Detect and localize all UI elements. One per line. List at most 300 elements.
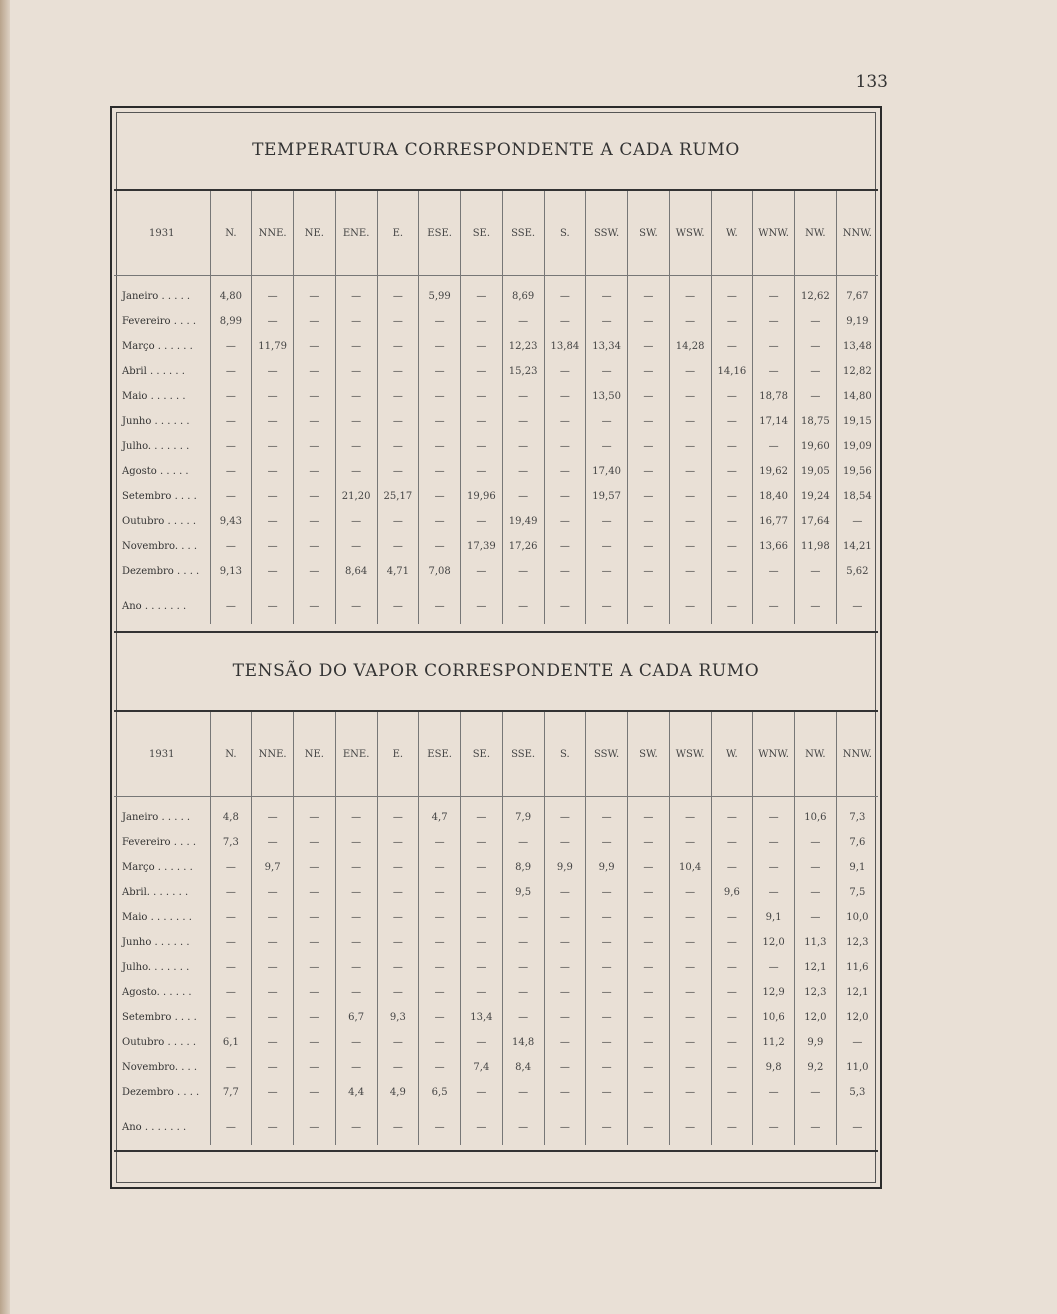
table-cell: — (461, 459, 503, 484)
month-label: Novembro. . . . (122, 541, 198, 552)
wind-direction-header: WSW. (669, 191, 711, 276)
table-cell: — (669, 359, 711, 384)
temperature-header-row (114, 191, 878, 276)
table-row (114, 797, 878, 831)
table-cell: 9,3 (377, 1005, 419, 1030)
table-cell: — (669, 955, 711, 980)
table-cell: — (795, 359, 837, 384)
table-cell: — (461, 276, 503, 310)
month-label: Ano . . . . . . . (122, 600, 187, 612)
table-cell: — (210, 1105, 252, 1145)
table-cell: — (210, 334, 252, 359)
table-cell: — (586, 1030, 628, 1055)
table-cell: — (377, 509, 419, 534)
table-cell: — (711, 1105, 753, 1145)
table-cell: — (628, 905, 670, 930)
table-cell: — (502, 409, 544, 434)
table-cell: — (669, 1005, 711, 1030)
table-cell: 17,14 (753, 409, 795, 434)
table-cell: — (544, 559, 586, 584)
wind-direction-header: WNW. (753, 712, 795, 797)
table-cell: 13,34 (586, 334, 628, 359)
wind-direction-header: W. (711, 712, 753, 797)
table-cell: — (628, 1005, 670, 1030)
table-cell: 17,64 (795, 509, 837, 534)
table-cell: 9,2 (795, 1055, 837, 1080)
table-cell: — (669, 1105, 711, 1145)
table-cell: — (377, 459, 419, 484)
table-cell: — (377, 534, 419, 559)
table-cell: — (335, 309, 377, 334)
table-cell: 9,19 (836, 309, 878, 334)
table-cell: 18,54 (836, 484, 878, 509)
table-cell: — (335, 905, 377, 930)
table-cell: — (753, 434, 795, 459)
table-cell: — (502, 459, 544, 484)
table-cell: 14,8 (502, 1030, 544, 1055)
month-label: Agosto. . . . . . (122, 987, 192, 998)
wind-direction-header: NNE. (252, 712, 294, 797)
table-cell: 11,0 (836, 1055, 878, 1080)
table-cell: 8,99 (210, 309, 252, 334)
table-cell: 9,6 (711, 880, 753, 905)
table-cell: — (753, 830, 795, 855)
table-cell: — (377, 930, 419, 955)
table-cell: — (669, 830, 711, 855)
table-cell: — (461, 880, 503, 905)
table-cell: — (419, 484, 461, 509)
table-cell: — (544, 955, 586, 980)
table-cell: 11,6 (836, 955, 878, 980)
table-cell: — (252, 384, 294, 409)
table-cell: 12,62 (795, 276, 837, 310)
table-cell: — (711, 1030, 753, 1055)
table-cell: 9,5 (502, 880, 544, 905)
wind-direction-header: N. (210, 191, 252, 276)
table-cell: — (544, 1030, 586, 1055)
table-cell: 7,5 (836, 880, 878, 905)
month-label: Abril . . . . . . (122, 366, 185, 377)
table-cell: — (711, 434, 753, 459)
table-cell: — (335, 880, 377, 905)
table-cell: 15,23 (502, 359, 544, 384)
table-cell: — (544, 1005, 586, 1030)
year-total-row (114, 584, 878, 624)
table-cell: 9,1 (836, 855, 878, 880)
table-cell: — (294, 1080, 336, 1105)
table-cell: — (711, 276, 753, 310)
table-cell: — (461, 797, 503, 831)
wind-direction-header: ENE. (335, 712, 377, 797)
table-cell: — (210, 534, 252, 559)
table-cell: — (711, 855, 753, 880)
table-cell: — (711, 559, 753, 584)
wind-direction-header: S. (544, 191, 586, 276)
table-cell: — (628, 484, 670, 509)
table-cell: — (210, 359, 252, 384)
table-cell: 25,17 (377, 484, 419, 509)
table-cell: — (502, 559, 544, 584)
table-cell: — (377, 309, 419, 334)
table-cell: — (377, 980, 419, 1005)
table-cell: 17,39 (461, 534, 503, 559)
table-cell: — (544, 880, 586, 905)
table-cell: 6,1 (210, 1030, 252, 1055)
table-cell: — (711, 797, 753, 831)
table-cell: — (753, 955, 795, 980)
table-cell: — (210, 905, 252, 930)
table-cell: — (461, 980, 503, 1005)
table-cell: — (711, 509, 753, 534)
wind-direction-header: SE. (461, 712, 503, 797)
table-cell: — (711, 334, 753, 359)
page-number: 133 (855, 72, 888, 92)
table-row (114, 830, 878, 855)
table-cell: — (252, 880, 294, 905)
table-cell: — (294, 359, 336, 384)
table-cell: — (252, 409, 294, 434)
table-cell: 19,62 (753, 459, 795, 484)
table-cell: 18,78 (753, 384, 795, 409)
table-cell: — (669, 309, 711, 334)
table-cell: — (628, 1105, 670, 1145)
table-cell: — (419, 1030, 461, 1055)
table-cell: — (795, 309, 837, 334)
month-label: Maio . . . . . . . (122, 912, 192, 923)
table-cell: — (586, 980, 628, 1005)
table-cell: — (377, 1105, 419, 1145)
table-cell: — (669, 276, 711, 310)
table-cell: 12,3 (795, 980, 837, 1005)
table-cell: — (753, 584, 795, 624)
table-cell: — (419, 830, 461, 855)
table-cell: 12,9 (753, 980, 795, 1005)
table-cell: 4,4 (335, 1080, 377, 1105)
table-cell: — (628, 359, 670, 384)
table-cell: 8,4 (502, 1055, 544, 1080)
table-cell: — (419, 880, 461, 905)
table-cell: 19,60 (795, 434, 837, 459)
table-cell: — (502, 930, 544, 955)
table-cell: — (294, 1005, 336, 1030)
table-cell: — (836, 509, 878, 534)
table-cell: 6,5 (419, 1080, 461, 1105)
table-cell: — (335, 1055, 377, 1080)
table-cell: — (669, 459, 711, 484)
table-cell: — (461, 309, 503, 334)
table-cell: — (711, 955, 753, 980)
table-cell: — (461, 409, 503, 434)
table-cell: — (544, 359, 586, 384)
table-cell: — (210, 1005, 252, 1030)
table-cell: — (335, 509, 377, 534)
table-cell: — (294, 534, 336, 559)
month-label: Outubro . . . . . (122, 1037, 197, 1048)
table-cell: — (795, 855, 837, 880)
table-cell: — (252, 584, 294, 624)
table-cell: — (502, 955, 544, 980)
table-cell: 14,28 (669, 334, 711, 359)
table-row (114, 1030, 878, 1055)
table-cell: — (252, 1055, 294, 1080)
month-label: Dezembro . . . . (122, 566, 200, 577)
table-cell: 5,3 (836, 1080, 878, 1105)
table-cell: — (669, 797, 711, 831)
table-cell: — (461, 559, 503, 584)
table-cell: 9,8 (753, 1055, 795, 1080)
table-cell: — (419, 434, 461, 459)
table-cell: — (586, 276, 628, 310)
table-cell: — (544, 1105, 586, 1145)
table-cell: — (711, 830, 753, 855)
table-cell: 13,50 (586, 384, 628, 409)
table-cell: — (669, 584, 711, 624)
table-cell: 19,96 (461, 484, 503, 509)
table-cell: 12,1 (836, 980, 878, 1005)
table-cell: 19,57 (586, 484, 628, 509)
table-cell: — (795, 905, 837, 930)
table-row (114, 276, 878, 310)
wind-direction-header: E. (377, 712, 419, 797)
table-cell: — (795, 334, 837, 359)
table-cell: — (502, 1105, 544, 1145)
month-label: Junho . . . . . . (122, 416, 190, 427)
table-cell: — (294, 384, 336, 409)
table-cell: — (335, 1105, 377, 1145)
wind-direction-header: SW. (628, 712, 670, 797)
table-cell: — (711, 484, 753, 509)
table-cell: — (711, 409, 753, 434)
table-cell: 11,98 (795, 534, 837, 559)
table-cell: 5,62 (836, 559, 878, 584)
table-cell: — (210, 930, 252, 955)
table-cell: 11,3 (795, 930, 837, 955)
month-label: Março . . . . . . (122, 862, 193, 873)
table-cell: — (335, 359, 377, 384)
month-label: Janeiro . . . . . (122, 812, 191, 823)
table-cell: — (795, 584, 837, 624)
table-cell: — (419, 334, 461, 359)
table-cell: — (544, 830, 586, 855)
table-row (114, 559, 878, 584)
table-cell: — (252, 1105, 294, 1145)
table-row (114, 309, 878, 334)
table-cell: — (294, 334, 336, 359)
month-label: Janeiro . . . . . (122, 291, 191, 302)
table-cell: 19,09 (836, 434, 878, 459)
table-cell: — (252, 276, 294, 310)
table-cell: — (210, 980, 252, 1005)
table-cell: — (544, 584, 586, 624)
table-cell: — (544, 309, 586, 334)
table-cell: — (586, 584, 628, 624)
table-cell: 19,05 (795, 459, 837, 484)
table-cell: — (628, 584, 670, 624)
table-cell: — (502, 1005, 544, 1030)
table-cell: 7,08 (419, 559, 461, 584)
temperature-section (114, 110, 878, 624)
table-cell: — (502, 309, 544, 334)
table-row (114, 484, 878, 509)
table-cell: — (252, 830, 294, 855)
table-cell: — (836, 1105, 878, 1145)
table-cell: — (711, 534, 753, 559)
table-cell: — (335, 459, 377, 484)
table-row (114, 509, 878, 534)
table-row (114, 980, 878, 1005)
table-cell: — (544, 980, 586, 1005)
table-cell: — (669, 384, 711, 409)
temperature-body (114, 276, 878, 625)
table-cell: 9,13 (210, 559, 252, 584)
table-cell: — (586, 955, 628, 980)
table-cell: — (628, 559, 670, 584)
table-cell: 17,40 (586, 459, 628, 484)
year-header: 1931 (114, 191, 210, 276)
table-cell: — (335, 855, 377, 880)
table-cell: — (419, 584, 461, 624)
table-cell: — (419, 309, 461, 334)
wind-direction-header: SSW. (586, 712, 628, 797)
table-cell: — (419, 1105, 461, 1145)
table-cell: — (377, 584, 419, 624)
table-cell: — (419, 534, 461, 559)
table-cell: — (544, 434, 586, 459)
table-cell: — (461, 1105, 503, 1145)
table-cell: 9,7 (252, 855, 294, 880)
table-cell: 9,43 (210, 509, 252, 534)
table-cell: — (377, 409, 419, 434)
table-cell: — (335, 534, 377, 559)
wind-direction-header: ENE. (335, 191, 377, 276)
table-cell: — (294, 855, 336, 880)
table-row (114, 880, 878, 905)
table-cell: — (502, 980, 544, 1005)
table-cell: — (210, 955, 252, 980)
table-cell: — (419, 1055, 461, 1080)
table-cell: — (461, 584, 503, 624)
table-cell: — (586, 880, 628, 905)
table-cell: — (544, 384, 586, 409)
table-cell: — (461, 955, 503, 980)
month-label: Setembro . . . . (122, 491, 197, 502)
vapor-title: TENSÃO DO VAPOR CORRESPONDENTE A CADA RUMO (114, 631, 878, 712)
table-cell: — (586, 1055, 628, 1080)
table-cell: — (210, 459, 252, 484)
table-cell: 11,79 (252, 334, 294, 359)
wind-direction-header: W. (711, 191, 753, 276)
table-cell: — (586, 359, 628, 384)
table-cell: — (628, 309, 670, 334)
table-cell: — (419, 384, 461, 409)
table-cell: 12,0 (836, 1005, 878, 1030)
table-cell: 7,6 (836, 830, 878, 855)
wind-direction-header: E. (377, 191, 419, 276)
table-cell: — (502, 905, 544, 930)
table-cell: — (294, 830, 336, 855)
table-cell: — (377, 830, 419, 855)
table-cell: — (544, 509, 586, 534)
table-cell: — (461, 930, 503, 955)
month-label: Ano . . . . . . . (122, 1121, 187, 1133)
table-cell: — (628, 955, 670, 980)
table-cell: 19,15 (836, 409, 878, 434)
table-cell: 7,3 (210, 830, 252, 855)
wind-direction-header: NE. (294, 191, 336, 276)
month-label: Fevereiro . . . . (122, 316, 197, 327)
table-cell: — (252, 459, 294, 484)
table-cell: — (669, 880, 711, 905)
table-cell: — (294, 484, 336, 509)
table-cell: 11,2 (753, 1030, 795, 1055)
table-cell: 8,9 (502, 855, 544, 880)
month-label: Novembro. . . . (122, 1062, 198, 1073)
table-cell: — (711, 930, 753, 955)
table-cell: 13,48 (836, 334, 878, 359)
table-cell: — (461, 1080, 503, 1105)
table-cell: — (377, 1055, 419, 1080)
table-cell: — (586, 1005, 628, 1030)
table-row (114, 955, 878, 980)
table-row (114, 1005, 878, 1030)
table-cell: — (461, 830, 503, 855)
wind-direction-header: WNW. (753, 191, 795, 276)
table-cell: 12,82 (836, 359, 878, 384)
month-label: Março . . . . . . (122, 341, 193, 352)
table-cell: 4,71 (377, 559, 419, 584)
table-cell: — (294, 409, 336, 434)
table-cell: — (335, 797, 377, 831)
table-cell: 10,6 (795, 797, 837, 831)
table-cell: — (586, 559, 628, 584)
table-cell: — (628, 434, 670, 459)
table-cell: — (252, 955, 294, 980)
table-cell: — (586, 1105, 628, 1145)
table-cell: — (753, 1105, 795, 1145)
table-row (114, 855, 878, 880)
table-cell: — (377, 276, 419, 310)
table-row (114, 905, 878, 930)
table-cell: 5,99 (419, 276, 461, 310)
table-cell: — (294, 276, 336, 310)
table-cell: — (628, 534, 670, 559)
table-cell: — (252, 509, 294, 534)
wind-direction-header: NNW. (836, 712, 878, 797)
table-cell: — (335, 334, 377, 359)
table-cell: — (294, 905, 336, 930)
year-total-row (114, 1105, 878, 1145)
table-cell: 7,4 (461, 1055, 503, 1080)
table-cell: 10,0 (836, 905, 878, 930)
table-cell: — (544, 1080, 586, 1105)
table-cell: — (377, 855, 419, 880)
wind-direction-header: SSE. (502, 712, 544, 797)
table-cell: — (753, 797, 795, 831)
table-cell: 18,75 (795, 409, 837, 434)
wind-direction-header: NW. (795, 191, 837, 276)
table-cell: — (210, 384, 252, 409)
vapor-table (114, 712, 878, 1145)
table-cell: — (419, 509, 461, 534)
table-cell: — (419, 855, 461, 880)
table-cell: — (586, 930, 628, 955)
table-cell: — (669, 980, 711, 1005)
table-cell: — (419, 955, 461, 980)
table-cell: — (210, 855, 252, 880)
table-cell: — (252, 1030, 294, 1055)
table-cell: — (294, 1030, 336, 1055)
table-cell: — (628, 276, 670, 310)
